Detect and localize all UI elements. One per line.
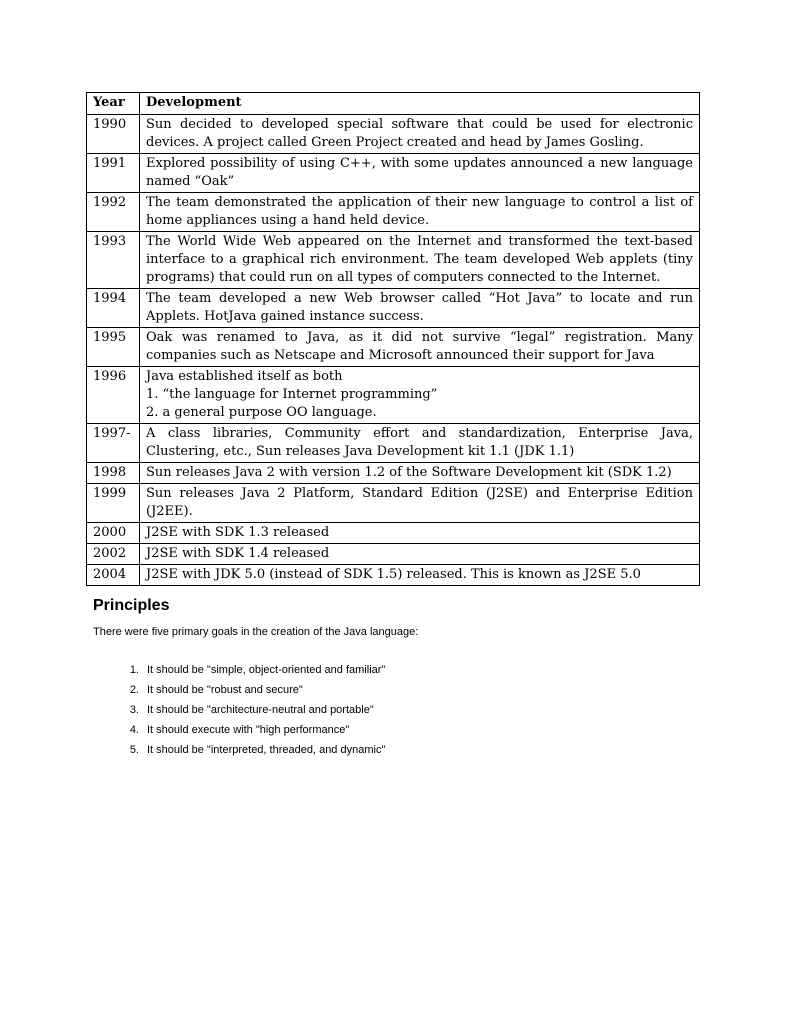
development-text: The team demonstrated the application of their new language to control a list of home appliances using a hand held device. bbox=[146, 195, 693, 228]
goal-spacer bbox=[139, 680, 147, 700]
development-cell bbox=[140, 484, 700, 523]
development-text: Explored possibility of using C++, with some updates announced a new language named “Oak” bbox=[146, 156, 693, 189]
year-cell: 2002 bbox=[87, 544, 140, 565]
goal-text: It should be "interpreted, threaded, and dynamic" bbox=[147, 744, 386, 756]
development-cell bbox=[140, 367, 700, 424]
table-row bbox=[87, 115, 700, 154]
goal-number: 4. bbox=[129, 724, 139, 736]
development-cell bbox=[140, 193, 700, 232]
development-cell bbox=[140, 463, 700, 484]
java-history-table bbox=[86, 92, 700, 586]
goal-text: It should be "robust and secure" bbox=[147, 684, 303, 696]
development-text: Java established itself as both bbox=[146, 369, 343, 384]
table-row bbox=[87, 193, 700, 232]
year-column-header: Year bbox=[87, 93, 140, 115]
table-row bbox=[87, 289, 700, 328]
development-text: A class libraries, Community effort and standardization, Enterprise Java, Clustering, etc., Sun releases Java Development kit 1.1 (JDK 1.1) bbox=[146, 426, 693, 459]
table-row bbox=[87, 424, 700, 463]
year-cell: 2000 bbox=[87, 523, 140, 544]
development-text: J2SE with JDK 5.0 (instead of SDK 1.5) released. This is known as J2SE 5.0 bbox=[146, 567, 641, 582]
year-cell: 1993 bbox=[87, 232, 140, 289]
goal-text: It should execute with "high performance" bbox=[147, 724, 350, 736]
goal-spacer bbox=[139, 660, 147, 680]
development-cell bbox=[140, 523, 700, 544]
year-cell: 1995 bbox=[87, 328, 140, 367]
year-cell: 1997- bbox=[87, 424, 140, 463]
year-cell: 2004 bbox=[87, 565, 140, 586]
development-cell bbox=[140, 115, 700, 154]
principles-heading: Principles bbox=[93, 597, 170, 614]
year-cell: 1992 bbox=[87, 193, 140, 232]
development-cell bbox=[140, 565, 700, 586]
development-cell bbox=[140, 289, 700, 328]
development-column-header: Development bbox=[140, 93, 700, 115]
table-row bbox=[87, 565, 700, 586]
development-text: J2SE with SDK 1.4 released bbox=[146, 546, 330, 561]
goal-text: It should be "architecture-neutral and portable" bbox=[147, 704, 374, 716]
list-item bbox=[93, 720, 385, 740]
development-text: Sun releases Java 2 Platform, Standard Edition (J2SE) and Enterprise Edition (J2EE). bbox=[146, 486, 693, 519]
goal-number: 3. bbox=[129, 704, 139, 716]
goal-spacer bbox=[139, 740, 147, 760]
table-row bbox=[87, 232, 700, 289]
year-cell: 1996 bbox=[87, 367, 140, 424]
development-cell bbox=[140, 544, 700, 565]
development-cell bbox=[140, 232, 700, 289]
goal-number: 2. bbox=[129, 684, 139, 696]
year-cell: 1990 bbox=[87, 115, 140, 154]
development-cell bbox=[140, 424, 700, 463]
development-text: Sun decided to developed special software that could be used for electronic devices. A project called Green Project created and head by James Gosling. bbox=[146, 117, 693, 150]
development-text: J2SE with SDK 1.3 released bbox=[146, 525, 330, 540]
development-text: Oak was renamed to Java, as it did not survive “legal” registration. Many companies such as Netscape and Microsoft announced their support for Java bbox=[146, 330, 693, 363]
table-row bbox=[87, 328, 700, 367]
table-row bbox=[87, 484, 700, 523]
development-cell bbox=[140, 328, 700, 367]
list-item bbox=[93, 700, 385, 720]
development-cell bbox=[140, 154, 700, 193]
list-item bbox=[93, 740, 385, 760]
table-row bbox=[87, 544, 700, 565]
goals-list bbox=[93, 660, 385, 760]
development-text: 2. a general purpose OO language. bbox=[146, 405, 377, 420]
list-item bbox=[93, 660, 385, 680]
development-text: The team developed a new Web browser called “Hot Java” to locate and run Applets. HotJava gained instance success. bbox=[146, 291, 693, 324]
principles-intro: There were five primary goals in the creation of the Java language: bbox=[93, 626, 419, 638]
development-text: 1. “the language for Internet programming” bbox=[146, 387, 438, 402]
list-item bbox=[93, 680, 385, 700]
table-row bbox=[87, 523, 700, 544]
goal-number: 1. bbox=[129, 664, 139, 676]
goal-spacer bbox=[139, 700, 147, 720]
year-cell: 1991 bbox=[87, 154, 140, 193]
year-cell: 1994 bbox=[87, 289, 140, 328]
development-text: Sun releases Java 2 with version 1.2 of the Software Development kit (SDK 1.2) bbox=[146, 465, 672, 480]
table-row bbox=[87, 367, 700, 424]
table-row bbox=[87, 154, 700, 193]
goal-spacer bbox=[139, 720, 147, 740]
table-body bbox=[87, 115, 700, 586]
year-cell: 1998 bbox=[87, 463, 140, 484]
goal-number: 5. bbox=[129, 744, 139, 756]
year-cell: 1999 bbox=[87, 484, 140, 523]
goal-text: It should be "simple, object-oriented and familiar" bbox=[147, 664, 386, 676]
development-text: The World Wide Web appeared on the Internet and transformed the text-based interface to a graphical rich environment. The team developed Web applets (tiny programs) that could run on all types of computers connected to the Internet. bbox=[146, 234, 693, 285]
table-header-row bbox=[87, 93, 700, 115]
table-row bbox=[87, 463, 700, 484]
